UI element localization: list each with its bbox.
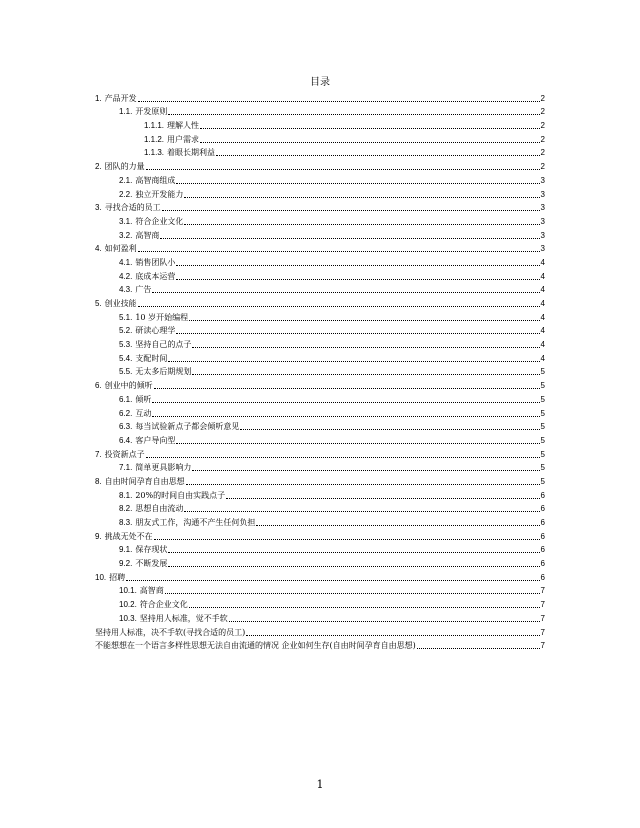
dot-leader xyxy=(154,388,540,389)
toc-entry-text: 产品开发 xyxy=(104,93,137,103)
toc-entry-number: 6.4. xyxy=(119,435,133,445)
toc-entry[interactable] xyxy=(95,542,545,556)
toc-entry-page: 2 xyxy=(540,107,545,117)
toc-entry-page: 6 xyxy=(540,504,545,514)
toc-entry-text: 底成本运营 xyxy=(135,271,176,281)
toc-entry-number: 9.1. xyxy=(119,545,133,555)
toc-entry-number: 8.1. xyxy=(119,490,133,500)
toc-entry-number: 6. xyxy=(95,381,102,391)
toc-entry-text: 不能想想在一个语言多样性思想无法自由流通的情况 企业如何生存(自由时间孕育自由思想) xyxy=(95,641,416,651)
dot-leader xyxy=(246,635,539,636)
toc-entry[interactable] xyxy=(95,282,545,296)
toc-entry-text: 符合企业文化 xyxy=(139,600,188,610)
toc-entry-page: 4 xyxy=(540,340,545,350)
toc-entry-text: 倾听 xyxy=(135,394,152,404)
toc-entry-number: 7.1. xyxy=(119,463,133,473)
page-number: 1 xyxy=(316,778,324,791)
toc-entry-page: 6 xyxy=(540,559,545,569)
toc-entry-text: 互动 xyxy=(135,408,152,418)
toc-entry-text: 简单更具影响力 xyxy=(135,463,192,473)
toc-entry[interactable] xyxy=(95,501,545,515)
toc-entry-page: 5 xyxy=(540,394,545,404)
toc-entry-text: 研读心理学 xyxy=(135,326,176,336)
table-of-contents xyxy=(95,90,545,651)
toc-entry[interactable] xyxy=(95,569,545,583)
toc-entry-page: 6 xyxy=(540,545,545,555)
toc-entry-page: 4 xyxy=(540,299,545,308)
dot-leader xyxy=(152,402,539,403)
toc-entry-page: 3 xyxy=(540,230,545,240)
toc-entry-number: 10.1. xyxy=(119,586,137,596)
toc-entry-page: 6 xyxy=(540,490,545,500)
toc-entry-number: 5.1. xyxy=(119,312,133,322)
toc-entry[interactable] xyxy=(95,583,545,597)
toc-entry-number: 8.3. xyxy=(119,518,133,527)
toc-entry-text: 开发原则 xyxy=(135,107,168,117)
toc-entry-page: 4 xyxy=(540,257,545,267)
toc-entry-text: 寻找合适的员工 xyxy=(104,203,161,213)
toc-entry-page: 2 xyxy=(540,121,545,131)
toc-entry-text: 投资新点子 xyxy=(104,449,145,459)
toc-entry-page: 4 xyxy=(540,312,545,322)
toc-entry[interactable] xyxy=(95,596,545,610)
toc-entry-number: 10.2. xyxy=(119,600,137,610)
toc-entry-page: 6 xyxy=(540,518,545,527)
dot-leader xyxy=(138,101,540,102)
dot-leader xyxy=(162,210,540,211)
toc-entry-number: 5. xyxy=(95,299,102,308)
toc-entry-page: 2 xyxy=(540,134,545,144)
toc-entry-number: 9.2. xyxy=(119,559,133,569)
dot-leader xyxy=(189,607,540,608)
toc-entry[interactable] xyxy=(95,158,545,172)
toc-entry-text: 创业技能 xyxy=(104,299,137,308)
toc-entry[interactable] xyxy=(95,377,545,391)
toc-entry-page: 4 xyxy=(540,285,545,295)
toc-title: 目录 xyxy=(310,77,330,88)
toc-entry-number: 2.1. xyxy=(119,175,133,185)
toc-entry-page: 4 xyxy=(540,353,545,363)
dot-leader xyxy=(168,361,539,362)
toc-entry[interactable] xyxy=(95,610,545,624)
toc-entry-text: 符合企业文化 xyxy=(135,216,184,226)
toc-entry-page: 2 xyxy=(540,162,545,172)
dot-leader xyxy=(229,621,540,622)
toc-entry-text: 销售团队小 xyxy=(135,257,176,267)
toc-entry-text: 朋友式工作，沟通不产生任何负担 xyxy=(135,518,256,527)
toc-entry-page: 7 xyxy=(540,600,545,610)
toc-entry-number: 2.2. xyxy=(119,189,133,199)
toc-entry-text: 保存现状 xyxy=(135,545,168,555)
toc-entry[interactable] xyxy=(95,432,545,446)
toc-entry[interactable] xyxy=(95,268,545,282)
dot-leader xyxy=(138,251,540,252)
toc-entry[interactable] xyxy=(95,145,545,159)
toc-entry-text: 10 岁开始编程 xyxy=(135,312,189,322)
toc-entry[interactable] xyxy=(95,473,545,487)
toc-entry-number: 10.3. xyxy=(119,613,137,623)
toc-entry-number: 3.1. xyxy=(119,216,133,226)
dot-leader xyxy=(176,183,539,184)
toc-entry[interactable] xyxy=(95,419,545,433)
toc-entry-page: 5 xyxy=(540,381,545,391)
dot-leader xyxy=(189,320,539,321)
toc-entry-page: 7 xyxy=(540,613,545,623)
toc-entry[interactable] xyxy=(95,514,545,528)
toc-entry[interactable] xyxy=(95,350,545,364)
toc-entry-text: 广告 xyxy=(135,285,152,295)
toc-entry-page: 3 xyxy=(540,203,545,213)
dot-leader xyxy=(200,142,540,143)
dot-leader xyxy=(126,580,539,581)
toc-entry-number: 8. xyxy=(95,476,102,486)
toc-entry-text: 理解人性 xyxy=(167,121,200,131)
toc-entry-number: 7. xyxy=(95,449,102,459)
toc-entry-number: 1.1.2. xyxy=(144,134,165,144)
dot-leader xyxy=(152,292,539,293)
toc-entry[interactable] xyxy=(95,241,545,255)
toc-entry-page: 5 xyxy=(540,408,545,418)
toc-entry-page: 4 xyxy=(540,271,545,281)
toc-entry-number: 5.4. xyxy=(119,353,133,363)
toc-entry-text: 如何盈利 xyxy=(104,244,137,254)
dot-leader xyxy=(154,539,540,540)
toc-entry[interactable] xyxy=(95,200,545,214)
toc-entry-text: 坚持自己的点子 xyxy=(135,340,192,350)
dot-leader xyxy=(152,416,539,417)
toc-entry-text: 不断发展 xyxy=(135,559,168,569)
toc-entry-text: 用户需求 xyxy=(167,134,200,144)
toc-entry-number: 1.1. xyxy=(119,107,133,117)
toc-entry-number: 8.2. xyxy=(119,504,133,514)
dot-leader xyxy=(168,114,539,115)
toc-entry[interactable] xyxy=(95,172,545,186)
toc-entry[interactable] xyxy=(95,295,545,309)
toc-entry-text: 高智商 xyxy=(135,230,160,240)
toc-entry-text: 高智商组成 xyxy=(135,175,176,185)
toc-entry-number: 10. xyxy=(95,572,107,582)
dot-leader xyxy=(184,224,539,225)
toc-entry-number: 3.2. xyxy=(119,230,133,240)
toc-entry-page: 7 xyxy=(540,586,545,596)
toc-entry-number: 4.3. xyxy=(119,285,133,295)
toc-entry-page: 3 xyxy=(540,216,545,226)
toc-entry-text: 坚持用人标准，觉不手软 xyxy=(139,613,228,623)
toc-entry-page: 5 xyxy=(540,435,545,445)
dot-leader xyxy=(146,457,540,458)
toc-entry-text: 20%的时间自由实践点子 xyxy=(135,490,226,500)
toc-entry-text: 挑战无处不在 xyxy=(104,531,153,541)
toc-entry-number: 6.2. xyxy=(119,408,133,418)
toc-entry-number: 1.1.3. xyxy=(144,148,165,158)
toc-entry-page: 7 xyxy=(540,627,545,637)
toc-entry-number: 6.1. xyxy=(119,394,133,404)
dot-leader xyxy=(417,648,540,649)
dot-leader xyxy=(146,169,540,170)
toc-entry-number: 3. xyxy=(95,203,102,213)
toc-entry-text: 团队的力量 xyxy=(104,162,145,172)
toc-entry-page: 3 xyxy=(540,189,545,199)
toc-entry-number: 9. xyxy=(95,531,102,541)
dot-leader xyxy=(168,566,539,567)
toc-entry-page: 5 xyxy=(540,449,545,459)
dot-leader xyxy=(176,279,539,280)
toc-entry[interactable] xyxy=(95,638,545,652)
dot-leader xyxy=(240,429,539,430)
toc-entry-page: 3 xyxy=(540,175,545,185)
toc-entry-text: 着眼长期利益 xyxy=(167,148,216,158)
toc-entry-page: 5 xyxy=(540,422,545,432)
toc-entry-text: 每当试验新点子都会倾听意见 xyxy=(135,422,240,432)
toc-entry-number: 2. xyxy=(95,162,102,172)
toc-entry-number: 1. xyxy=(95,93,102,103)
toc-entry-text: 思想自由流动 xyxy=(135,504,184,514)
toc-entry-text: 创业中的倾听 xyxy=(104,381,153,391)
toc-entry[interactable] xyxy=(95,487,545,501)
toc-entry-text: 招聘 xyxy=(109,572,126,582)
dot-leader xyxy=(184,197,539,198)
dot-leader xyxy=(176,265,539,266)
toc-entry-number: 4.1. xyxy=(119,257,133,267)
dot-leader xyxy=(226,498,539,499)
dot-leader xyxy=(192,470,539,471)
toc-entry[interactable] xyxy=(95,460,545,474)
dot-leader xyxy=(192,374,539,375)
dot-leader xyxy=(192,347,539,348)
toc-entry-text: 客户导向型 xyxy=(135,435,176,445)
toc-entry-page: 4 xyxy=(540,326,545,336)
toc-entry-page: 5 xyxy=(540,476,545,486)
toc-entry[interactable] xyxy=(95,90,545,104)
dot-leader xyxy=(160,238,539,239)
toc-entry[interactable] xyxy=(95,364,545,378)
toc-entry-text: 坚持用人标准，决不手软(寻找合适的员工) xyxy=(95,627,246,637)
toc-entry-number: 6.3. xyxy=(119,422,133,432)
toc-entry-page: 5 xyxy=(540,463,545,473)
toc-entry-number: 5.5. xyxy=(119,367,133,377)
toc-entry[interactable] xyxy=(95,624,545,638)
toc-entry[interactable] xyxy=(95,391,545,405)
dot-leader xyxy=(176,333,539,334)
dot-leader xyxy=(200,128,540,129)
toc-entry-page: 5 xyxy=(540,367,545,377)
toc-entry[interactable] xyxy=(95,323,545,337)
toc-entry-page: 2 xyxy=(540,148,545,158)
dot-leader xyxy=(168,552,539,553)
toc-entry[interactable] xyxy=(95,186,545,200)
toc-entry-text: 自由时间孕育自由思想 xyxy=(104,476,185,486)
toc-entry-number: 4.2. xyxy=(119,271,133,281)
toc-entry[interactable] xyxy=(95,528,545,542)
toc-entry[interactable] xyxy=(95,336,545,350)
toc-entry[interactable] xyxy=(95,555,545,569)
dot-leader xyxy=(176,443,539,444)
toc-entry[interactable] xyxy=(95,213,545,227)
toc-entry[interactable] xyxy=(95,131,545,145)
dot-leader xyxy=(186,484,540,485)
toc-entry-page: 3 xyxy=(540,244,545,254)
toc-entry-text: 高智商 xyxy=(139,586,164,596)
toc-entry-text: 支配时间 xyxy=(135,353,168,363)
toc-entry[interactable] xyxy=(95,117,545,131)
dot-leader xyxy=(184,511,539,512)
toc-entry-page: 2 xyxy=(540,93,545,103)
dot-leader xyxy=(165,593,540,594)
toc-entry-number: 5.3. xyxy=(119,340,133,350)
toc-entry-text: 独立开发能力 xyxy=(135,189,184,199)
dot-leader xyxy=(216,155,540,156)
toc-entry[interactable] xyxy=(95,254,545,268)
toc-entry-text: 无太多后期规划 xyxy=(135,367,192,377)
toc-entry-page: 6 xyxy=(540,572,545,582)
toc-entry[interactable] xyxy=(95,227,545,241)
toc-entry[interactable] xyxy=(95,104,545,118)
toc-entry-number: 4. xyxy=(95,244,102,254)
dot-leader xyxy=(138,306,540,307)
toc-entry[interactable] xyxy=(95,309,545,323)
toc-entry-page: 6 xyxy=(540,531,545,541)
toc-entry[interactable] xyxy=(95,405,545,419)
dot-leader xyxy=(256,525,539,526)
toc-entry-page: 7 xyxy=(540,641,545,651)
toc-entry-number: 1.1.1. xyxy=(144,121,165,131)
toc-entry-number: 5.2. xyxy=(119,326,133,336)
toc-entry[interactable] xyxy=(95,446,545,460)
